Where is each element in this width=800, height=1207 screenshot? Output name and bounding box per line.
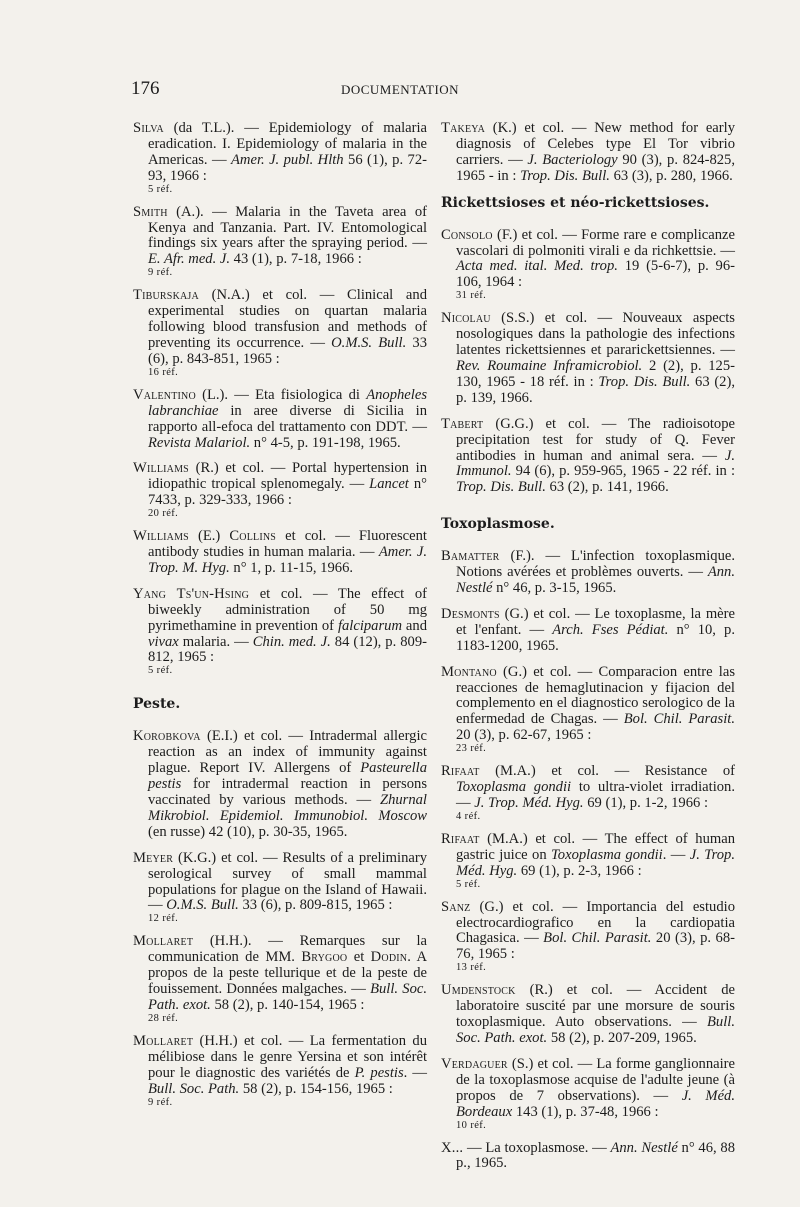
entry-text: 33 (6), p. 843-851, 1965 : [148,334,428,367]
entry-text: n° 10, p. 1183-1200, 1965. [456,621,735,654]
entry-text: malaria. — [178,633,253,650]
entry-text: 63 (2), p. 139, 1966. [456,373,735,406]
journal: Acta med. ital. Med. trop. [456,258,618,275]
entry-text: (K.) et col. — New method for early diagnosis of Celebes type El Tor vibrio carriers. — [456,120,735,168]
bib-entry [133,461,427,519]
ref-count: 20 réf. [148,508,179,520]
journal: Bull. Soc. Path. [148,1080,240,1097]
entry-text: 63 (2), p. 141, 1966. [545,479,669,496]
author: X... [441,1139,464,1156]
journal: J. Immunol. [456,447,735,480]
entry-text: to ultra-violet irradiation. — [456,779,735,811]
entry-text: (en russe) 42 (10), p. 30-35, 1965. [148,823,348,840]
journal: Bull. Soc. Path. exot. [456,1014,735,1046]
bib-entry [133,288,427,378]
page-number: 176 [131,78,160,99]
author: Dodin [370,949,408,966]
entry-text: et col. — The effect of biweekly administration of 50 mg pyrimethamine in prevention of [148,585,427,634]
journal: Bull. Soc. Path. exot. [148,981,427,1013]
journal: J. Bacteriology [527,151,618,168]
journal: Arch. Fses Pédiat. [552,621,669,638]
ref-count: 5 réf. [148,183,173,195]
journal: J. Trop. Méd. Hyg. [474,795,584,811]
entry-text: (M.A.) et col. — The effect of human gastric juice on [456,830,735,863]
bib-entry [441,121,735,185]
entry-text: (F.). — L'infection toxoplasmique. Notions avérées et problèmes ouverts. — [456,548,735,581]
author: Korobkova [133,728,201,745]
entry-text: (M.A.) et col. — Resistance of [479,763,735,780]
author: Williams [133,460,189,477]
journal: E. Afr. med. J. [148,251,231,268]
ref-count: 9 réf. [148,1096,173,1108]
author: Tiburskaja [133,287,199,304]
species-name: Toxoplasma gondii [456,779,572,796]
journal: J. Méd. Bordeaux [456,1087,735,1120]
entry-text: 90 (3), p. 824-825, 1965 - in : [456,151,735,184]
entry-text: 58 (2), p. 140-154, 1965 : [210,996,365,1013]
journal: Rev. Roumaine Inframicrobiol. [456,357,643,374]
bib-entry [441,417,735,497]
entry-text: 58 (2), p. 154-156, 1965 : [239,1080,393,1097]
bib-entry [133,729,427,840]
bib-entry [441,983,735,1047]
entry-text: in aree diverse di Sicilia in rapporto all-efoca del trattamento con DDT. — [148,402,427,435]
entry-text: 19 (5-6-7), p. 96-106, 1964 : [456,258,735,291]
author: Meyer [133,849,174,866]
entry-text: (F.) et col. — Forme rare e complicanze vascolari di polmoniti virali e da richkettsie. — [456,226,735,259]
entry-text: (R.) et col. — Portal hypertension in idiopathic tropical splenomegaly. — [148,460,427,493]
bib-entry [441,1141,735,1173]
entry-text: 58 (2), p. 207-209, 1965. [547,1029,697,1046]
entry-text: (H.H.). — Remarques sur la communication de MM. [148,933,427,966]
bib-entry [441,900,735,974]
author: Silva [133,120,164,136]
ref-count: 31 réf. [456,290,487,302]
entry-text: 94 (6), p. 959-965, 1965 - 22 réf. in : [511,463,735,480]
entry-text: (S.S.) et col. — Nouveaux aspects nosologiques dans la pathologie des infections latentes rickettsiennes et pararickettsiennes. — [456,310,735,359]
entry-text: n° 46, p. 3-15, 1965. [492,580,617,597]
bib-entry [441,1057,735,1131]
author: Rifaat [441,763,480,780]
entry-text: (E.I.) et col. — Intradermal allergic reaction as an index of immunity against plague. Report IV. Allergens of [148,728,427,777]
entry-text: et [347,949,371,966]
journal: Amer. J. publ. Hlth [231,151,344,168]
entry-text: . — [403,1064,428,1081]
entry-text: et col. — Fluorescent antibody studies in human malaria. — [148,528,427,561]
journal: Lancet [369,476,409,493]
section-heading: Peste. [133,696,181,713]
bib-entry [441,764,735,822]
bib-entry [441,607,735,655]
journal: Ann. Nestlé [610,1139,678,1156]
entry-text: (K.G.) et col. — Results of a preliminary serological survey of small mammal populations for plague on the Island of Hawaii. — [148,849,427,914]
entry-text: 2 (2), p. 125-130, 1965 - 18 réf. in : [456,357,735,390]
entry-text: and [402,617,427,634]
journal: Amer. J. Trop. M. Hyg. [148,544,427,576]
author: Tabert [441,415,484,432]
entry-text: (da T.L.). — Epidemiology of malaria eradication. I. Epidemiology of malaria in the Americas. — [148,120,427,168]
author: Desmonts [441,605,500,622]
bib-entry [441,311,735,406]
author: Collins [229,528,277,545]
journal: Trop. Dis. Bull. [456,479,546,496]
entry-text: 20 (3), p. 62-67, 1965 : [456,727,592,744]
author: Rifaat [441,830,480,847]
entry-text: n° 7433, p. 329-333, 1966 : [148,476,427,509]
entry-text: (N.A.) et col. — Clinical and experimental studies on quartan malaria following blood transfusion and methods of preventing its occurrence. — [148,287,427,351]
species-name: Toxoplasma gondii [551,846,663,863]
entry-text: (R.) et col. — Accident de laboratoire suscité par une morsure de souris toxoplasmique. Auto observations. — [456,982,735,1031]
author: Nicolau [441,310,491,327]
ref-count: 5 réf. [148,665,173,677]
author: Valentino [133,386,196,403]
entry-text: n° 46, 88 p., 1965. [456,1139,735,1172]
entry-text: 56 (1), p. 72-93, 1966 : [148,151,427,184]
entry-text: for intradermal reaction in persons vaccinated by various methods. — [148,776,427,808]
journal: Revista Malariol. [148,434,251,451]
entry-text: 33 (6), p. 809-815, 1965 : [238,897,393,914]
author: Brygoo [301,949,348,966]
journal: Trop. Dis. Bull. [520,167,610,184]
author: Smith [133,203,168,220]
bib-entry [133,121,427,195]
journal: Chin. med. J. [252,633,331,650]
entry-text: (H.H.) et col. — La fermentation du mélibiose dans le genre Yersina et son intérêt pour le diagnostic des variétés de [148,1032,427,1081]
entry-text: 20 (3), p. 68-76, 1965 : [456,930,736,963]
author: Yang Ts'un-Hsing [133,585,250,602]
species-name: falciparum [337,617,402,634]
bib-entry [133,205,427,279]
journal: Trop. Dis. Bull. [598,373,691,390]
entry-text: 143 (1), p. 37-48, 1966 : [512,1103,659,1120]
journal: O.M.S. Bull. [331,334,407,351]
right-column [441,121,735,1182]
entry-text: n° 1, p. 11-15, 1966. [229,559,354,576]
author: Consolo [441,226,493,243]
bib-entry [441,832,735,890]
entry-text: (E.) [188,528,230,545]
section-heading: Toxoplasmose. [441,516,555,533]
species-name: Pasteurella pestis [148,760,427,793]
author: Williams [133,528,189,545]
ref-count: 16 réf. [148,366,179,378]
ref-count: 5 réf. [456,878,481,890]
ref-count: 9 réf. [148,267,173,279]
author: Takeya [441,120,486,136]
journal: Zhurnal Mikrobiol. Epidemiol. Immunobiol. Moscow [148,792,427,824]
journal: O.M.S. Bull. [166,897,239,914]
author: Verdaguer [441,1055,508,1072]
species-name: P. pestis [354,1064,404,1081]
bib-entry [441,665,735,755]
author: Bamatter [441,548,500,565]
entry-text: (A.). — Malaria in the Taveta area of Kenya and Tanzania. Part. IV. Entomological findings six years after the spraying period. — [148,203,427,252]
entry-text: — La toxoplasmose. — [463,1139,611,1156]
journal: Ann. Nestlé [456,564,735,597]
entry-text: (G.) et col. — Le toxoplasme, la mère et l'enfant. — [456,605,735,638]
bib-entry [133,529,427,577]
author: Montano [441,663,497,680]
ref-count: 28 réf. [148,1012,179,1024]
bib-entry [133,1034,427,1108]
ref-count: 12 réf. [148,913,179,925]
entry-text: 69 (1), p. 1-2, 1966 : [583,795,709,811]
left-column [133,121,427,1118]
entry-text: . — [662,846,690,863]
species-name: vivax [148,633,179,650]
running-head: DOCUMENTATION [340,82,460,97]
journal: Bol. Chil. Parasit. [623,711,735,728]
species-name: Anopheles labranchiae [148,386,427,419]
ref-count: 23 réf. [456,743,487,755]
entry-text: (S.) et col. — La forme ganglionnaire de la toxoplasmose acquise de l'adulte jeune (à propos de 7 observations). — [456,1055,735,1104]
entry-text: n° 4-5, p. 191-198, 1965. [250,434,401,451]
ref-count: 13 réf. [456,962,487,974]
bib-entry [441,228,735,302]
author: Umdenstock [441,982,516,999]
section-heading: Rickettsioses et néo-rickettsioses. [441,194,710,211]
bib-entry [133,934,427,1024]
bib-entry [133,388,427,452]
author: Mollaret [133,1032,194,1049]
entry-text: 43 (1), p. 7-18, 1966 : [230,251,362,268]
author: Sanz [441,898,471,915]
journal: J. Trop. Méd. Hyg. [456,846,735,879]
ref-count: 4 réf. [456,810,481,822]
journal: Bol. Chil. Parasit. [543,930,652,947]
ref-count: 10 réf. [456,1119,487,1131]
entry-text: (G.G.) et col. — The radioisotope precipitation test for study of Q. Fever antibodies in human and animal sera. — [456,415,735,464]
bib-entry [133,587,427,677]
entry-text: 63 (3), p. 280, 1966. [609,167,733,184]
entry-text: 84 (12), p. 809-812, 1965 : [148,633,427,666]
entry-text: . A propos de la peste tellurique et de la peste de fouissement. Données malgaches. — [148,949,428,998]
bib-entry [133,851,427,925]
entry-text: (G.) et col. — Comparacion entre las reacciones de hemaglutinacion y fijacion del complemento en el diagnostico serologico de la enfermedad de Chagas. — [456,663,735,728]
entry-text: 69 (1), p. 2-3, 1966 : [517,862,642,879]
bib-entry [441,549,735,597]
author: Mollaret [133,933,194,950]
entry-text: (L.). — Eta fisiologica di [195,386,367,403]
entry-text: (G.) et col. — Importancia del estudio electrocardiografico en la cardiopatia Chagasica. — [456,898,735,947]
